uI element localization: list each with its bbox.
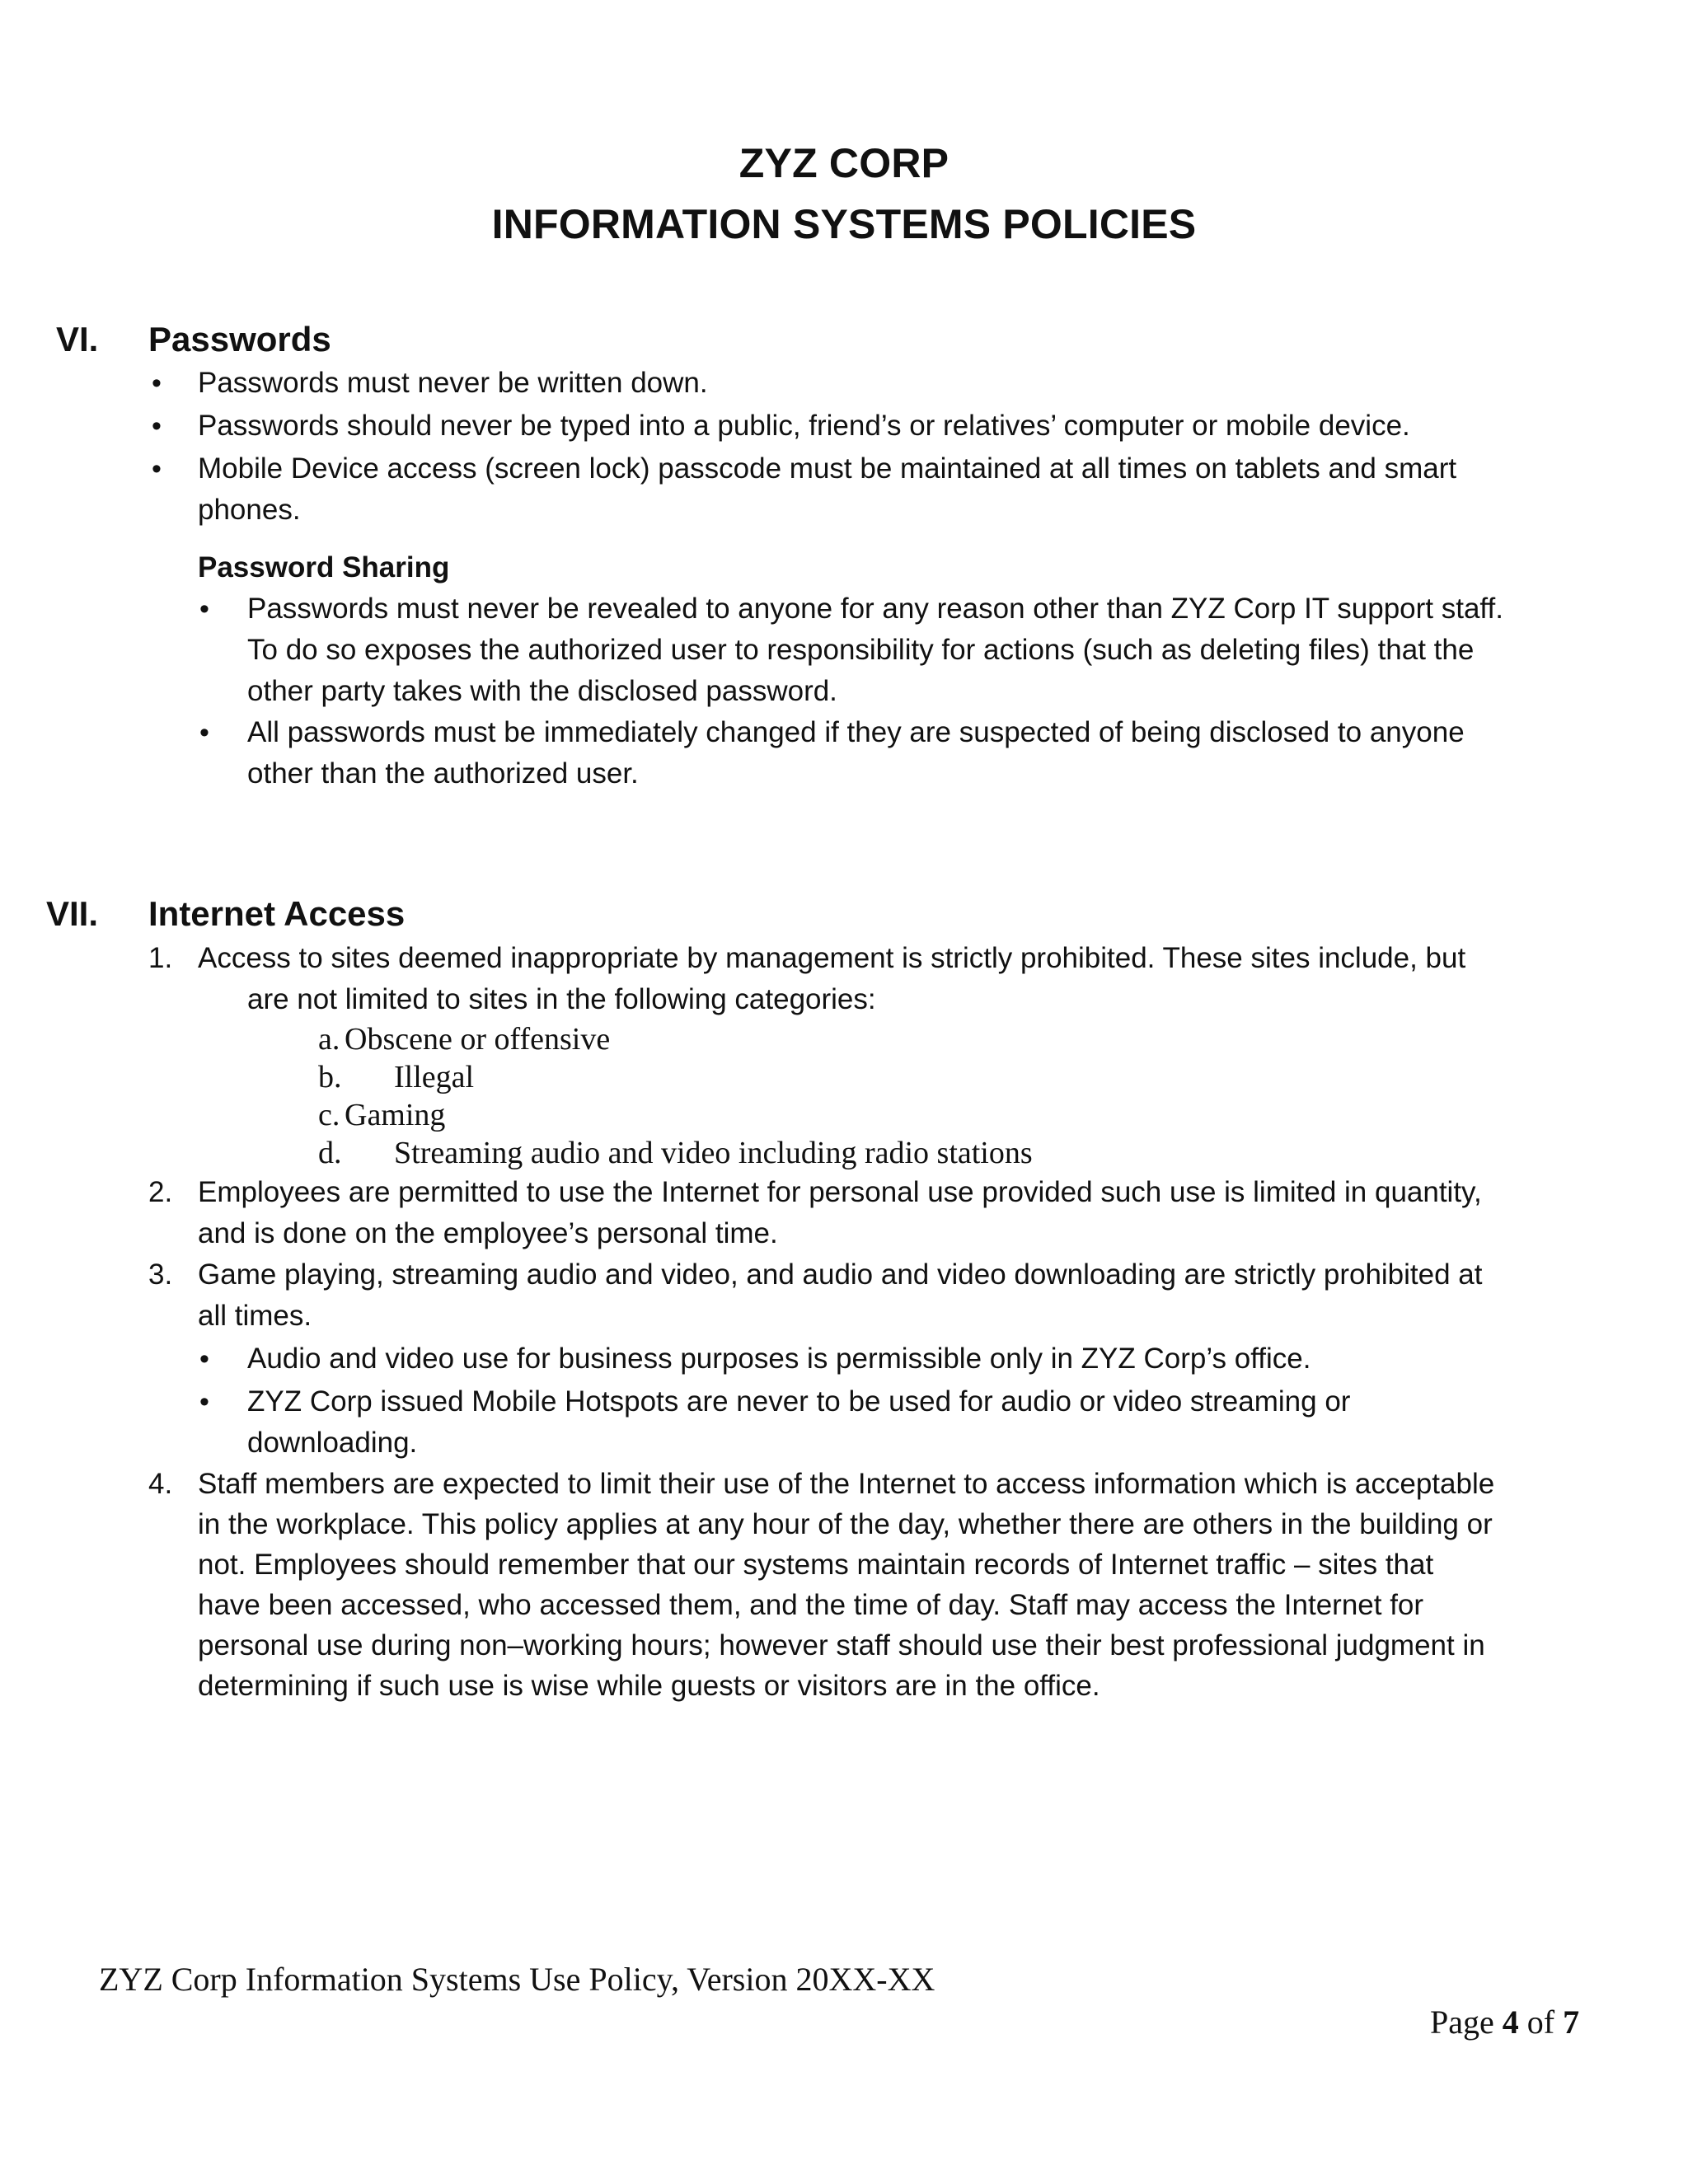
bullet-dot: • xyxy=(199,1343,209,1375)
bullet-dot: • xyxy=(152,453,162,485)
bullet-dot: • xyxy=(199,1386,209,1418)
category-item: Obscene or offensive xyxy=(345,1022,611,1057)
category-marker: d. xyxy=(318,1136,342,1170)
list-item-continued: To do so exposes the authorized user to responsibility for actions (such as deleting files) that the xyxy=(247,634,1475,666)
bullet-dot: • xyxy=(199,717,209,748)
page-sep: of xyxy=(1526,2004,1555,2041)
section-number: VII. xyxy=(46,894,99,933)
category-item: Gaming xyxy=(345,1098,446,1132)
list-item-continued: downloading. xyxy=(247,1427,418,1459)
bullet-dot: • xyxy=(199,593,209,625)
list-item-continued: phones. xyxy=(198,494,301,526)
list-number: 1. xyxy=(148,942,173,974)
list-item-continued: personal use during non–working hours; however staff should use their best professional judgment in xyxy=(198,1629,1485,1661)
list-item-continued: have been accessed, who accessed them, and the time of day. Staff may access the Internet for xyxy=(198,1589,1424,1621)
category-marker: b. xyxy=(318,1060,342,1094)
subheading: Password Sharing xyxy=(198,551,450,583)
list-item-continued: and is done on the employee’s personal time. xyxy=(198,1217,778,1249)
list-item-continued: other party takes with the disclosed password. xyxy=(247,675,837,707)
page-total: 7 xyxy=(1563,2004,1580,2041)
page-number xyxy=(1430,2003,1579,2041)
category-item: Illegal xyxy=(394,1060,475,1094)
list-item: Game playing, streaming audio and video, and audio and video downloading are strictly prohibited at xyxy=(198,1258,1483,1291)
section-number: VI. xyxy=(56,320,99,359)
bullet-dot: • xyxy=(152,410,162,442)
company-name: ZYZ CORP xyxy=(738,140,950,186)
list-item: Employees are permitted to use the Internet for personal use provided such use is limited in quantity, xyxy=(198,1176,1482,1208)
section-title: Internet Access xyxy=(148,894,406,933)
document-title: INFORMATION SYSTEMS POLICIES xyxy=(491,201,1197,247)
list-item: Passwords should never be typed into a public, friend’s or relatives’ computer or mobile device. xyxy=(198,410,1410,442)
section-title: Passwords xyxy=(148,320,331,359)
list-item: Mobile Device access (screen lock) passcode must be maintained at all times on tablets and smart xyxy=(198,452,1457,485)
list-number: 2. xyxy=(148,1176,173,1208)
list-number: 3. xyxy=(148,1258,173,1291)
category-item: Streaming audio and video including radio stations xyxy=(394,1136,1033,1170)
page-prefix: Page xyxy=(1430,2004,1494,2041)
list-item-continued: all times. xyxy=(198,1300,312,1332)
list-item: Staff members are expected to limit their use of the Internet to access information which is acceptable xyxy=(198,1468,1495,1500)
list-item: Passwords must never be revealed to anyone for any reason other than ZYZ Corp IT support staff. xyxy=(247,593,1503,625)
footer-doc-title: ZYZ Corp Information Systems Use Policy, Version 20XX-XX xyxy=(99,1961,935,1998)
category-marker: c. xyxy=(318,1098,340,1132)
list-item-continued: not. Employees should remember that our systems maintain records of Internet traffic – sites that xyxy=(198,1549,1434,1581)
list-item-continued: determining if such use is wise while guests or visitors are in the office. xyxy=(198,1670,1100,1702)
list-item: ZYZ Corp issued Mobile Hotspots are never to be used for audio or video streaming or xyxy=(247,1385,1351,1418)
list-item: Passwords must never be written down. xyxy=(198,367,708,399)
list-item: Audio and video use for business purposes is permissible only in ZYZ Corp’s office. xyxy=(247,1343,1311,1375)
list-item-continued: other than the authorized user. xyxy=(247,757,639,790)
list-item-continued: are not limited to sites in the following categories: xyxy=(247,983,876,1015)
list-item-continued: in the workplace. This policy applies at any hour of the day, whether there are others in the building or xyxy=(198,1508,1493,1540)
bullet-dot: • xyxy=(152,368,162,399)
list-item: All passwords must be immediately changed if they are suspected of being disclosed to anyone xyxy=(247,716,1465,748)
page-current: 4 xyxy=(1502,2004,1519,2041)
list-item: Access to sites deemed inappropriate by management is strictly prohibited. These sites include, but xyxy=(198,942,1466,974)
category-marker: a. xyxy=(318,1022,340,1057)
list-number: 4. xyxy=(148,1468,173,1500)
